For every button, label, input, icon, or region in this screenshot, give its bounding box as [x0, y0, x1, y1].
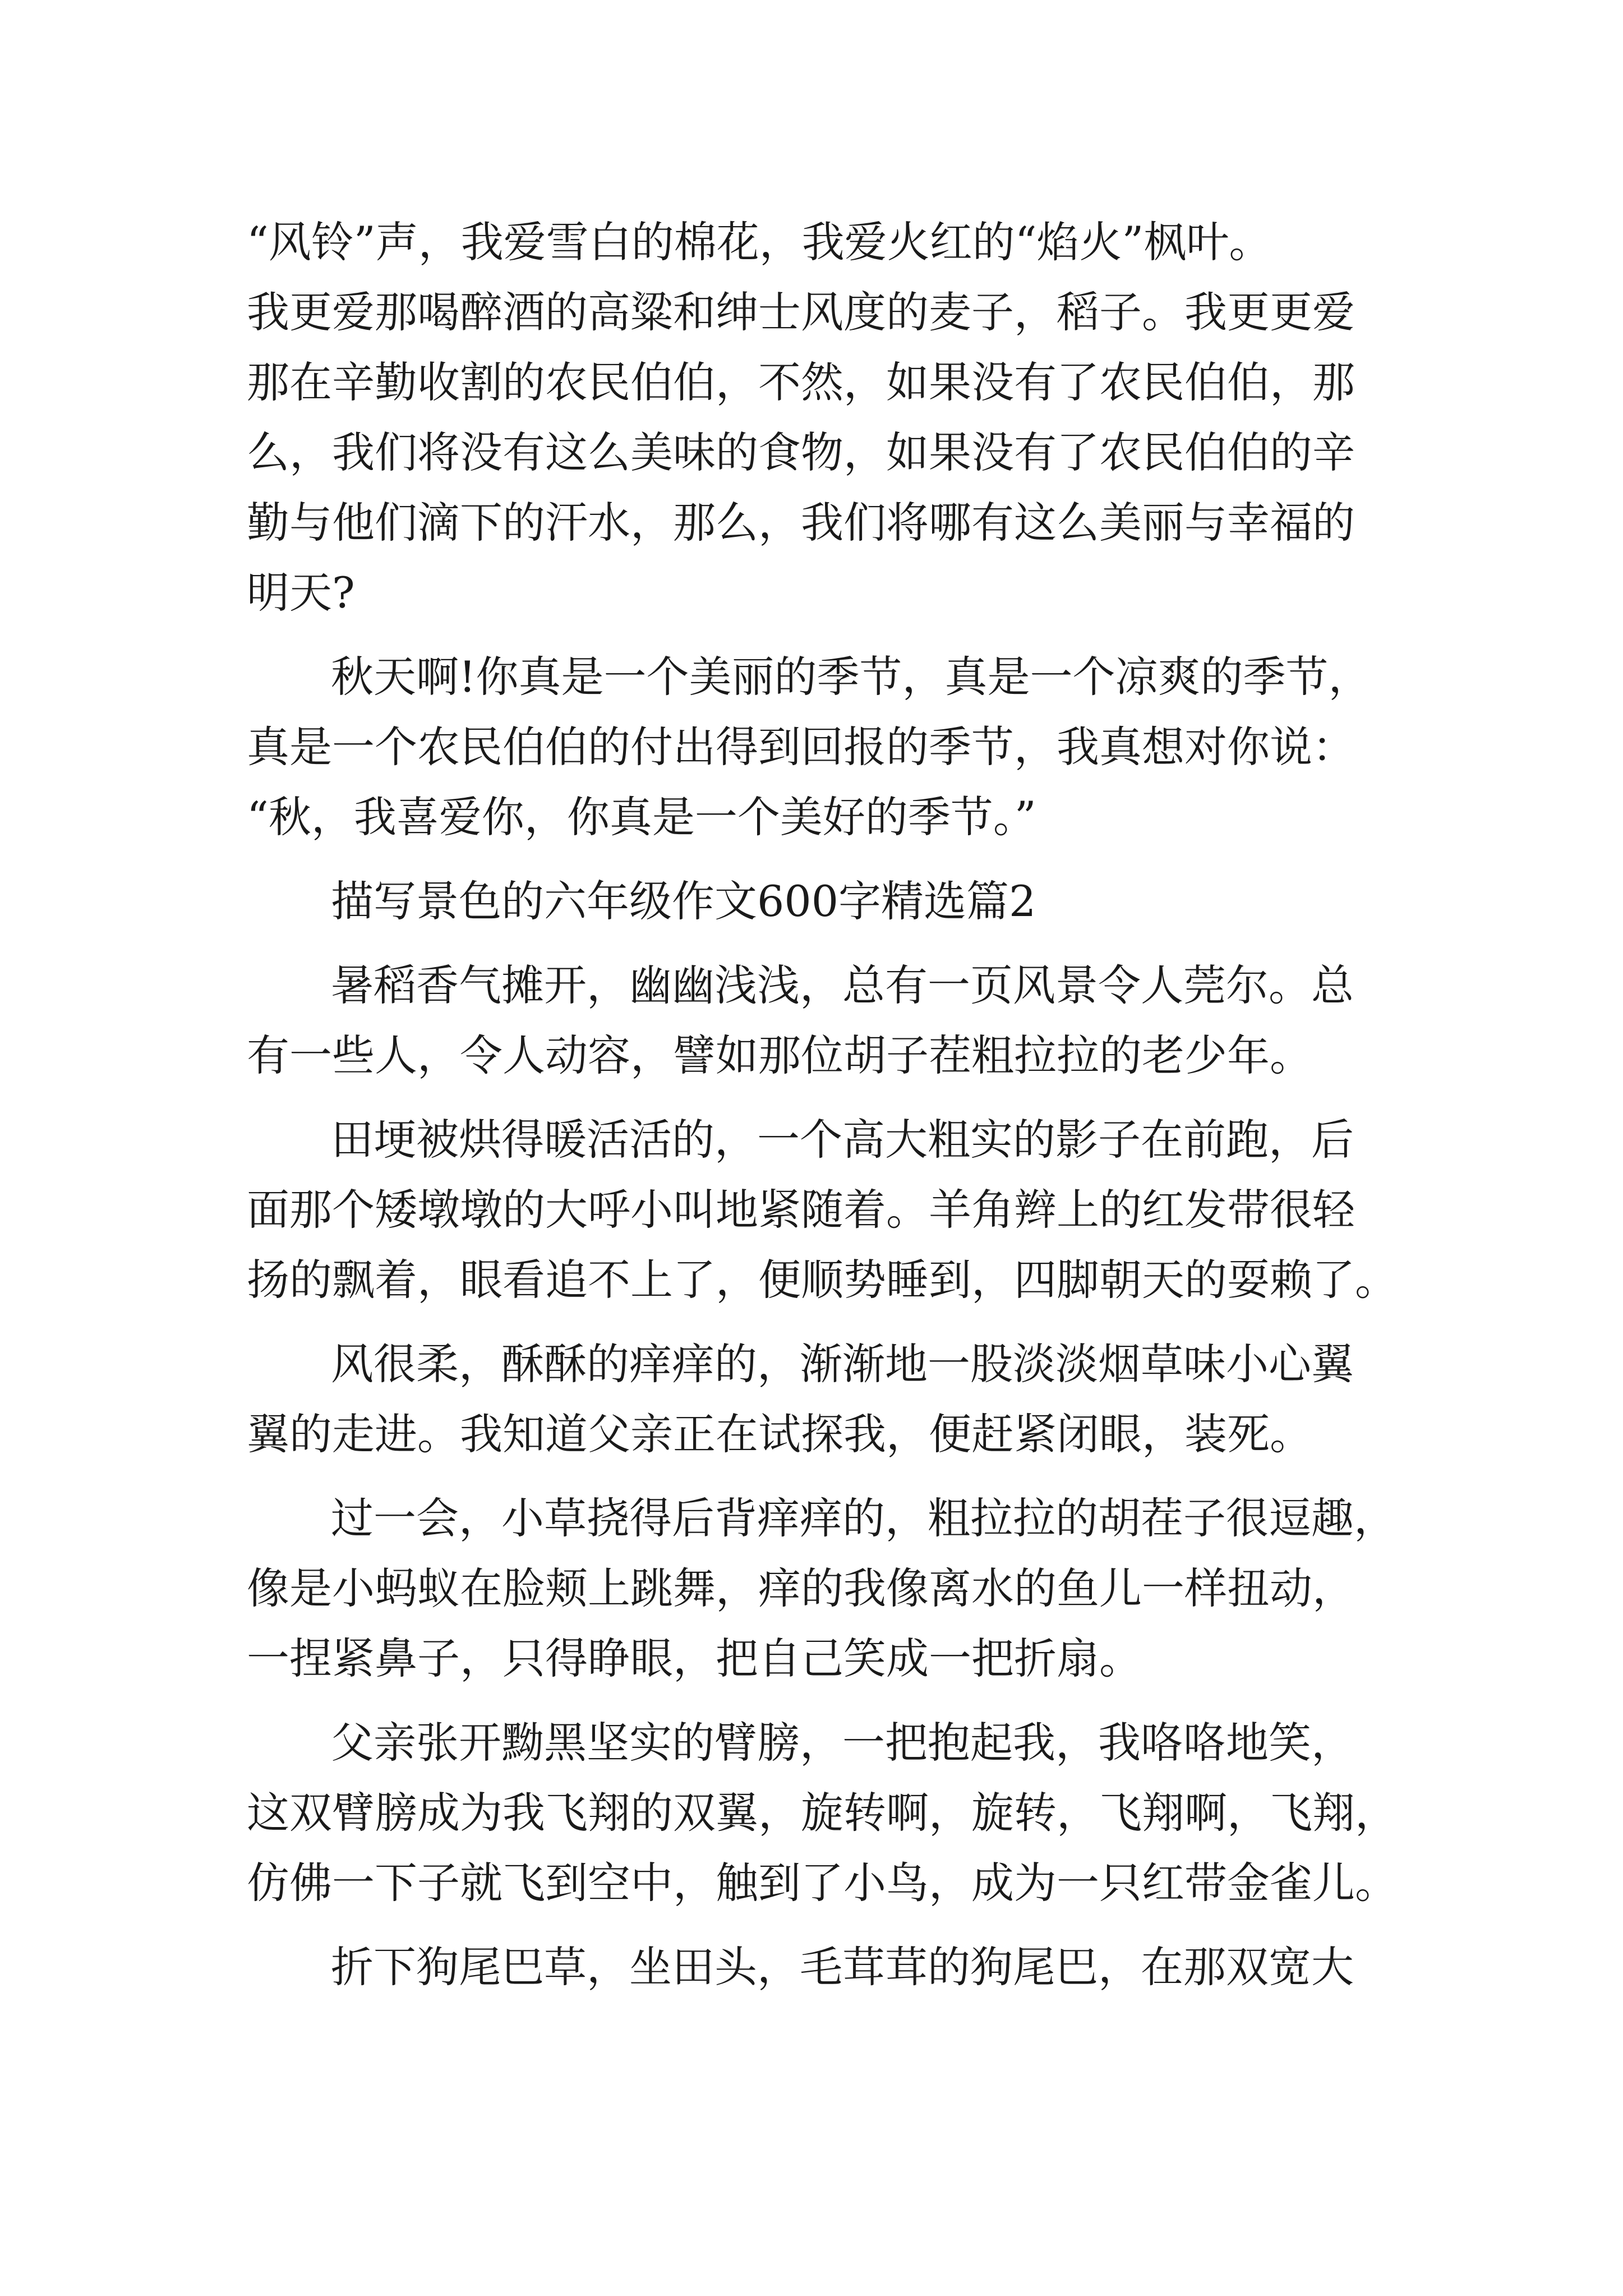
text-line: 真是一个农民伯伯的付出得到回报的季节，我真想对你说：	[247, 722, 1355, 772]
text-line: 风很柔，酥酥的痒痒的，渐渐地一股淡淡烟草味小心翼	[331, 1339, 1354, 1389]
text-line: 我更爱那喝醉酒的高粱和绅士风度的麦子，稻子。我更更爱	[247, 287, 1355, 337]
text-line: 折下狗尾巴草，坐田头，毛茸茸的狗尾巴，在那双宽大	[331, 1942, 1354, 1992]
text-line: 勤与他们滴下的汗水，那么，我们将哪有这么美丽与幸福的	[247, 498, 1355, 547]
text-line: 父亲张开黝黑坚实的臂膀，一把抱起我，我咯咯地笑，	[331, 1718, 1354, 1768]
text-line: 一捏紧鼻子，只得睁眼，把自己笑成一把折扇。	[247, 1634, 1142, 1683]
text-line: “秋，我喜爱你，你真是一个美好的季节。”	[247, 792, 1036, 842]
text-line: 仿佛一下子就飞到空中，触到了小鸟，成为一只红带金雀儿。	[247, 1858, 1398, 1908]
text-line: 像是小蚂蚁在脸颊上跳舞，痒的我像离水的鱼儿一样扭动，	[247, 1563, 1355, 1613]
text-line: 秋天啊!你真是一个美丽的季节，真是一个凉爽的季节，	[331, 652, 1371, 702]
text-line: 翼的走进。我知道父亲正在试探我，便赶紧闭眼，装死。	[247, 1409, 1312, 1459]
text-line: 暑稻香气摊开，幽幽浅浅，总有一页风景令人莞尔。总	[331, 960, 1354, 1010]
text-line: 面那个矮墩墩的大呼小叫地紧随着。羊角辫上的红发带很轻	[247, 1185, 1355, 1235]
section-heading: 描写景色的六年级作文600字精选篇2	[331, 876, 1036, 926]
text-line: 明天?	[247, 568, 355, 618]
text-line: 扬的飘着，眼看追不上了，便顺势睡到，四脚朝天的耍赖了。	[247, 1255, 1398, 1305]
text-line: 田埂被烘得暖活活的，一个高大粗实的影子在前跑，后	[331, 1115, 1354, 1165]
text-line: “风铃”声，我爱雪白的棉花，我爱火红的“焰火”枫叶。	[247, 217, 1272, 267]
text-line: 那在辛勤收割的农民伯伯，不然，如果没有了农民伯伯，那	[247, 357, 1355, 407]
text-line: 这双臂膀成为我飞翔的双翼，旋转啊，旋转，飞翔啊，飞翔，	[247, 1788, 1398, 1838]
text-line: 过一会，小草挠得后背痒痒的，粗拉拉的胡茬子很逗趣，	[331, 1493, 1396, 1543]
text-line: 有一些人，令人动容，譬如那位胡子茬粗拉拉的老少年。	[247, 1030, 1312, 1080]
text-line: 么，我们将没有这么美味的食物，如果没有了农民伯伯的辛	[247, 427, 1355, 477]
